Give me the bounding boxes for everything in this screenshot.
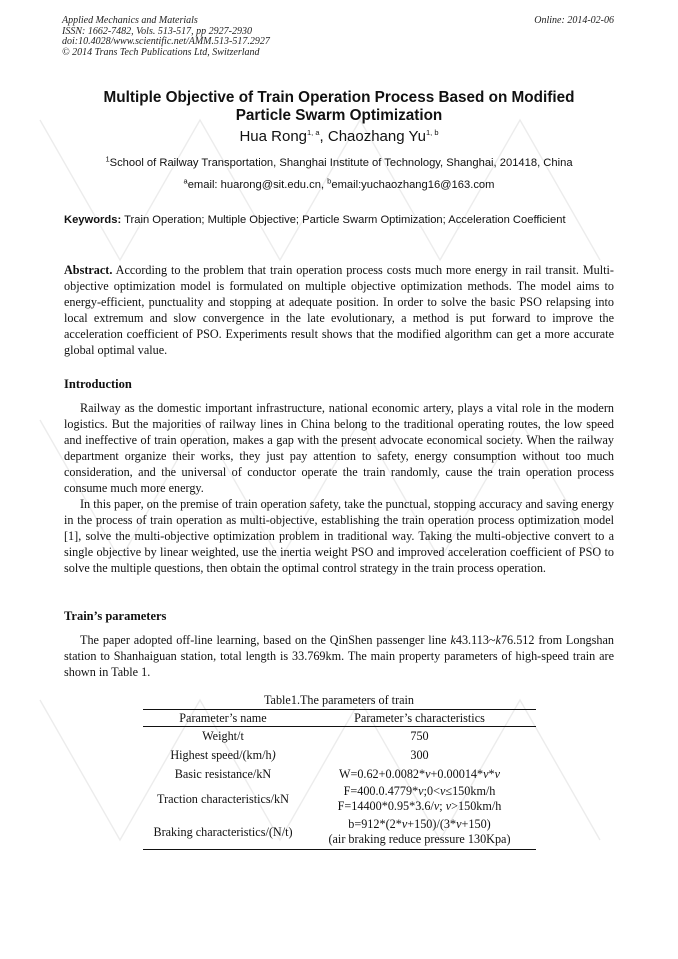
text-run: ; bbox=[439, 799, 446, 813]
doi-line: doi:10.4028/www.scientific.net/AMM.513-517.2927 bbox=[62, 36, 270, 48]
variable-v: v bbox=[418, 784, 424, 798]
variable-v: v bbox=[456, 817, 462, 831]
issn-line: ISSN: 1662-7482, Vols. 513-517, pp 2927-2930 bbox=[62, 25, 252, 37]
table-row bbox=[143, 815, 536, 850]
author-superscript: 1, b bbox=[426, 128, 439, 137]
table-header-row bbox=[143, 710, 536, 727]
variable-v: v bbox=[494, 766, 501, 781]
text-run: Highest speed/(km/h bbox=[170, 748, 272, 762]
paragraph bbox=[64, 632, 614, 680]
text-run: b=912*(2* bbox=[348, 817, 402, 831]
param-name: Weight/t bbox=[202, 729, 244, 743]
abstract bbox=[64, 262, 614, 358]
value-line bbox=[303, 784, 536, 799]
author-name: Hua Rong bbox=[239, 128, 307, 145]
text-run: The paper adopted off-line learning, based on the QinShen passenger line bbox=[80, 633, 451, 647]
param-name: Traction characteristics/kN bbox=[157, 791, 289, 806]
paragraph: In this paper, on the premise of train operation safety, take the punctual, stopping accuracy and saving energy in the process of train operation as multi-objective, establishing the train operation process optimization model [1], solve the multi-objective optimization problem in traditional way. Taking the multi-objective convert to a single objective by linear weighted, use the inertia weight PSO and improved acceleration coefficient of PSO to solve the multiple questions, then obtain the optimal control strategy in the train process operation. bbox=[64, 497, 614, 575]
copyright-line: © 2014 Trans Tech Publications Ltd, Switzerland bbox=[62, 46, 260, 58]
value-line bbox=[303, 799, 536, 814]
table-row bbox=[143, 765, 536, 783]
email-text: email: huarong@sit.edu.cn, bbox=[187, 179, 328, 191]
parameters-table bbox=[143, 709, 536, 850]
value-line: (air braking reduce pressure 130Kpa) bbox=[328, 832, 511, 846]
paper-title bbox=[40, 89, 638, 125]
keywords bbox=[64, 213, 614, 228]
abstract-label: Abstract. bbox=[64, 263, 113, 277]
column-header-characteristics: Parameter’s characteristics bbox=[303, 710, 536, 727]
text-run: +0.00014* bbox=[430, 766, 484, 781]
variable-v: v bbox=[433, 799, 440, 813]
text-run: F=400.0.4779* bbox=[343, 784, 419, 798]
email-superscript: a bbox=[183, 176, 188, 186]
variable-v: v bbox=[439, 784, 446, 798]
text-run: W=0.62+0.0082* bbox=[338, 766, 426, 781]
text-run: F=14400*0.95*3.6/ bbox=[337, 799, 434, 813]
keywords-label: Keywords: bbox=[64, 214, 122, 226]
text-run: ;0< bbox=[423, 784, 440, 798]
param-value bbox=[303, 765, 536, 783]
title-line-2: Particle Swarm Optimization bbox=[235, 107, 443, 124]
online-date: Online: 2014-02-06 bbox=[534, 15, 614, 26]
value-line bbox=[303, 817, 536, 832]
abstract-text: According to the problem that train operation process costs much more energy in rail transit. Multi-objective optimization model is formulated on multiple objective optimization methods. The model aims to energy-efficient, punctuality and stopping at adequate position. In order to solve the basic PSO relapsing into local extremum and slow convergence in the late evolutionary, a method is put forward to improve the acceleration coefficient of PSO. Experiments result shows that the modified algorithm can get a more accurate global optimal value. bbox=[64, 263, 614, 357]
table-row bbox=[143, 783, 536, 815]
table-row bbox=[143, 727, 536, 747]
param-name: Basic resistance/kN bbox=[174, 766, 272, 781]
keywords-text: Train Operation; Multiple Objective; Particle Swarm Optimization; Acceleration Coefficient bbox=[121, 214, 566, 226]
author-list bbox=[0, 128, 678, 146]
param-value bbox=[303, 815, 536, 850]
param-value: 300 bbox=[410, 748, 429, 762]
author-separator: , bbox=[319, 128, 328, 145]
affiliation-text: School of Railway Transportation, Shanghai Institute of Technology, Shanghai, 201418, China bbox=[109, 157, 573, 169]
text-run: +150) bbox=[461, 817, 491, 831]
email-text: email:yuchaozhang16@163.com bbox=[331, 179, 495, 191]
text-run: ≤150km/h bbox=[445, 784, 496, 798]
affiliation-superscript: 1 bbox=[105, 154, 110, 164]
text-run: 76.512 from Longshan station to Shanhaiguan station, total length is 33.769km. The main property parameters of high-speed train are shown in Table 1. bbox=[64, 633, 614, 679]
italic-run: k bbox=[495, 633, 501, 647]
title-line-1: Multiple Objective of Train Operation Process Based on Modified bbox=[103, 89, 575, 106]
text-run: * bbox=[488, 766, 495, 781]
param-value bbox=[303, 783, 536, 815]
affiliation bbox=[0, 156, 678, 170]
column-header-name: Parameter’s name bbox=[143, 710, 303, 727]
author-superscript: 1, a bbox=[307, 128, 320, 137]
section-heading-introduction: Introduction bbox=[64, 377, 132, 391]
param-name bbox=[143, 746, 303, 765]
journal-header bbox=[62, 16, 614, 58]
author-emails bbox=[0, 178, 678, 192]
variable-v: v bbox=[483, 766, 489, 781]
author-name: Chaozhang Yu bbox=[327, 128, 427, 145]
text-run: +150)/(3* bbox=[407, 817, 457, 831]
variable-v: v bbox=[445, 799, 452, 813]
italic-run: k bbox=[450, 633, 456, 647]
table-caption: Table1.The parameters of train bbox=[263, 693, 415, 707]
journal-name: Applied Mechanics and Materials bbox=[62, 15, 198, 26]
variable-v: v bbox=[401, 817, 408, 831]
paragraph: Railway as the domestic important infrastructure, national economic artery, plays a vital role in the modern logistics. But the majorities of railway lines in China belong to the traditional operating routes, the low speed and ineffective of train operation, makes a gap with the present advocate economical society. When the railway department organize their works, they just pay attention to safety, energy consumption without too much consideration, and the universal of conductor operate the train randomly, cause the train operation process consume much more energy. bbox=[64, 401, 614, 495]
email-superscript: b bbox=[327, 176, 332, 186]
variable-v: v bbox=[425, 766, 431, 781]
param-name: Braking characteristics/(N/t) bbox=[143, 815, 303, 850]
section-heading-trains-parameters: Train’s parameters bbox=[64, 609, 167, 623]
text-run: 43.113~ bbox=[455, 633, 496, 647]
italic-run: ) bbox=[271, 748, 276, 762]
table-row bbox=[143, 746, 536, 765]
text-run: >150km/h bbox=[451, 799, 502, 813]
param-value: 750 bbox=[410, 729, 429, 743]
